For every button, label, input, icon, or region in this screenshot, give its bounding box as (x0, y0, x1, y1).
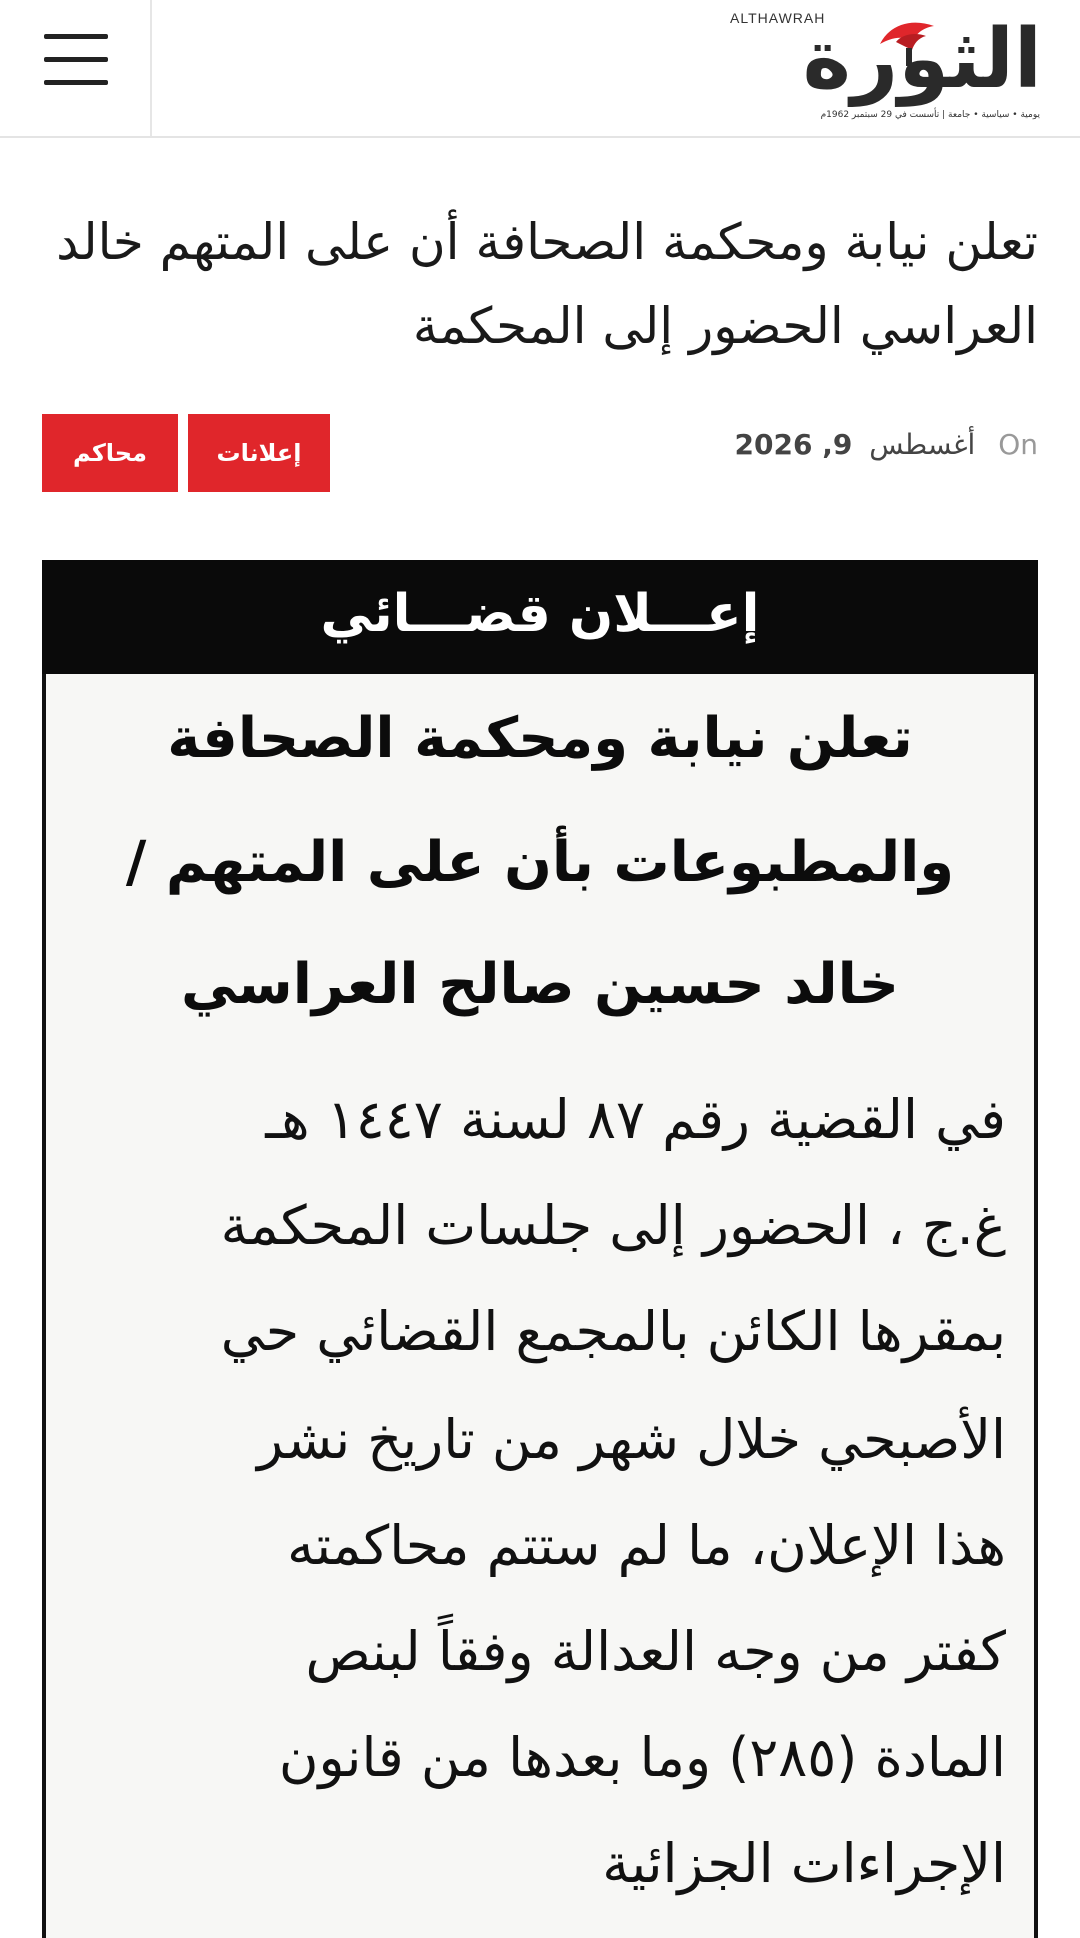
notice-bold-line: والمطبوعات بأن على المتهم / (125, 830, 955, 895)
date-value: 2026 ,9 (734, 428, 853, 461)
date-month: أغسطس (869, 428, 976, 461)
notice-body-line: الإجراءات الجزائية (602, 1832, 1006, 1895)
notice-body-line: بمقرها الكائن بالمجمع القضائي حي (220, 1300, 1006, 1363)
logo-latin-text: ALTHAWRAH (730, 10, 826, 26)
notice-body-line: المادة (٢٨٥) وما بعدها من قانون (278, 1726, 1006, 1789)
notice-header: إعـــلان قضـــائي (42, 560, 1038, 674)
logo-tagline: يومية • سياسية • جامعة | تأسست في 29 سبتمبر 1962م (820, 110, 1040, 120)
tag-courts[interactable]: محاكم (42, 414, 178, 492)
logo-arabic-text: الثورة (802, 12, 1042, 107)
hamburger-menu-icon[interactable] (44, 34, 108, 86)
menu-area (0, 0, 152, 136)
notice-body-line: في القضية رقم ٨٧ لسنة ١٤٤٧ هـ (265, 1088, 1006, 1151)
notice-image (42, 560, 1038, 1938)
notice-bold-line: تعلن نيابة ومحكمة الصحافة (167, 706, 913, 771)
notice-bold-line: خالد حسين صالح العراسي (181, 952, 899, 1017)
notice-body-line: غ.ج ، الحضور إلى جلسات المحكمة (220, 1194, 1006, 1257)
date-prefix: On (998, 428, 1038, 461)
site-header (0, 0, 1080, 138)
site-logo[interactable] (722, 6, 1042, 128)
article-title: تعلن نيابة ومحكمة الصحافة أن على المتهم خالد العراسي الحضور إلى المحكمة (56, 213, 1038, 355)
notice-body-line: الأصبحي خلال شهر من تاريخ نشر (257, 1408, 1006, 1471)
notice-body-line: هذا الإعلان، ما لم ستتم محاكمته (287, 1514, 1006, 1577)
tag-announcements[interactable]: إعلانات (188, 414, 330, 492)
publish-date (735, 428, 1038, 461)
notice-body-line: كفتر من وجه العدالة وفقاً لبنص (305, 1620, 1006, 1683)
